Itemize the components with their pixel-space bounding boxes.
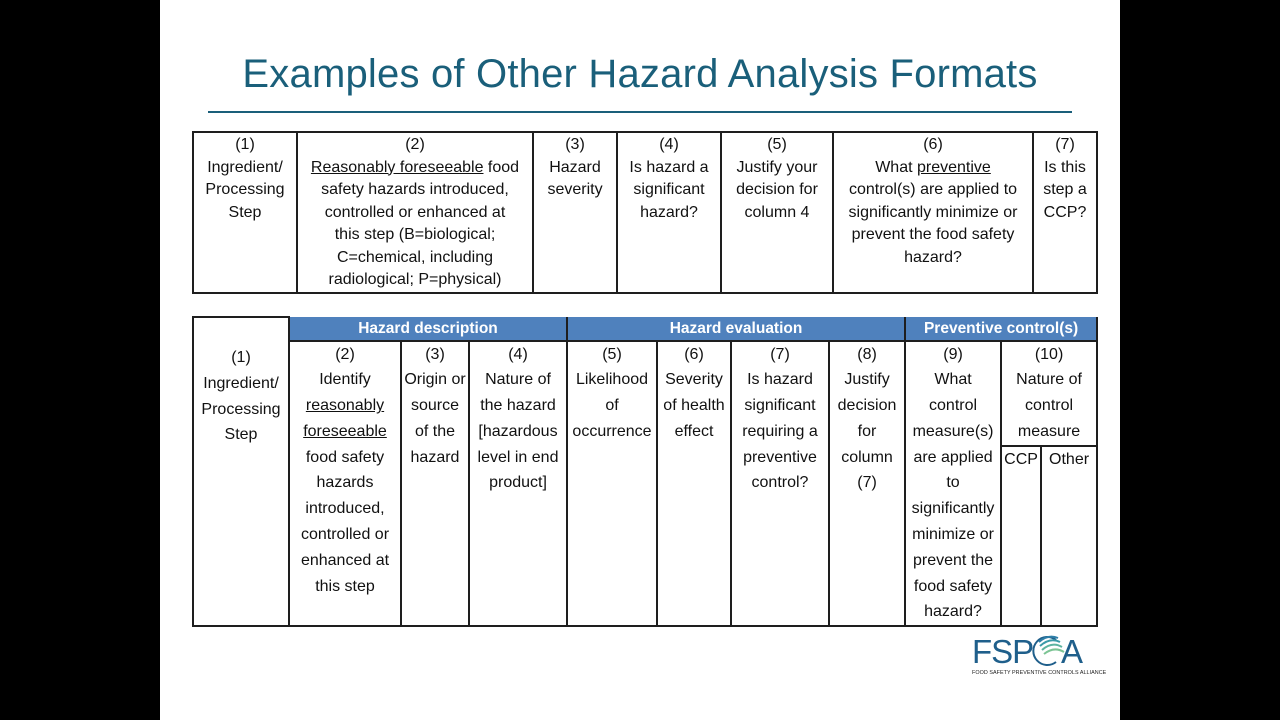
cell-line: Step: [224, 426, 258, 444]
cell-line: measure(s): [912, 422, 994, 440]
cell-line: this step: [315, 577, 375, 595]
t1-col-justify: [721, 132, 833, 293]
cell-line: CCP?: [1043, 203, 1087, 221]
cell-line: [291, 419, 399, 445]
cell-line: to: [946, 474, 960, 492]
cell-line: Origin or: [404, 371, 466, 389]
cell-line: of the: [414, 422, 456, 440]
t1-col-significant: [617, 132, 721, 293]
cell-line: controlled or enhanced at: [324, 203, 506, 221]
cell-line: food safety: [305, 448, 385, 466]
cell-line: Hazard: [549, 158, 601, 176]
cell-line: significantly minimize or: [848, 203, 1018, 221]
cell-line: Nature of: [1016, 371, 1082, 389]
cell-line: this step (B=biological;: [334, 226, 496, 243]
col-number: (1): [231, 349, 251, 366]
hazard-analysis-format-table-2: [192, 316, 1098, 627]
cell-line: Nature of: [485, 371, 551, 389]
cell-line: C=chemical, including: [336, 248, 494, 266]
cell-line: minimize or: [912, 526, 994, 544]
cell-line: occurrence: [572, 422, 652, 440]
cell-line: control?: [751, 474, 809, 492]
cell-line: enhanced at: [300, 551, 390, 569]
col-number: (3): [425, 345, 445, 363]
cell-line: hazard?: [904, 248, 962, 266]
cell-line: hazards: [316, 474, 374, 492]
cell-line: requiring a: [742, 422, 818, 440]
cell-line: prevent the food safety: [851, 226, 1015, 243]
underlined-term: reasonably: [305, 397, 385, 415]
cell-line: the hazard: [480, 397, 556, 415]
cell-line: step a: [1043, 181, 1087, 198]
cell-line: hazard?: [640, 203, 698, 221]
col-number: (4): [659, 136, 679, 153]
band-hazard-evaluation: Hazard evaluation: [567, 317, 905, 341]
t2-col-identify-hazards: [289, 341, 401, 627]
t2-col-significant: [731, 341, 829, 627]
cell-line: Ingredient/: [203, 374, 279, 392]
t2-col-justify: [829, 341, 905, 627]
t2-col-nature: [469, 341, 567, 627]
cell-line: control: [929, 397, 978, 415]
svg-text:A: A: [1061, 633, 1084, 670]
hazard-analysis-format-table-1: [192, 131, 1098, 294]
cell-line: What: [934, 371, 972, 389]
cell-line: hazard?: [924, 603, 982, 621]
cell-line: level in end: [477, 448, 559, 466]
cell-line: for: [857, 422, 877, 440]
cell-line: significantly: [911, 500, 995, 518]
cell-line: [299, 157, 531, 180]
col-number: (8): [857, 345, 877, 363]
cell-line: column: [841, 448, 893, 466]
cell-line: severity: [547, 181, 603, 198]
cell-line: decision for: [736, 181, 818, 198]
col-number: (6): [923, 136, 943, 153]
cell-line: product]: [489, 474, 547, 492]
cell-line: Is this: [1044, 158, 1086, 176]
col-number: (10): [1034, 345, 1064, 363]
cell-line: Likelihood: [575, 371, 649, 389]
cell-line: control: [1025, 397, 1074, 415]
t1-col-hazards: [297, 132, 533, 293]
cell-line: controlled or: [300, 526, 390, 544]
t2-col-origin: [401, 341, 469, 627]
cell-line: of health: [663, 397, 725, 415]
t2-subcol-other: Other: [1041, 446, 1097, 627]
cell-line: significant: [633, 181, 705, 198]
underlined-term: preventive: [916, 158, 991, 176]
cell-line: control(s) are applied to: [848, 181, 1018, 198]
t2-subcol-ccp: CCP: [1001, 446, 1041, 627]
cell-line: [hazardous: [478, 422, 558, 440]
t1-col-ingredient-step: [193, 132, 297, 293]
cell-line: Step: [228, 203, 262, 221]
cell-line: Identify: [319, 371, 371, 389]
cell-line: of: [605, 397, 619, 415]
band-hazard-description: Hazard description: [289, 317, 567, 341]
col-number: (9): [943, 345, 963, 363]
t2-col-likelihood: [567, 341, 657, 627]
fspca-wordmark-icon: [972, 632, 1092, 672]
cell-line: (7): [857, 474, 877, 492]
cell-line: column 4: [744, 203, 810, 221]
cell-line: Processing: [201, 400, 281, 418]
t2-col-severity: [657, 341, 731, 627]
cell-line: significant: [744, 397, 816, 415]
col-number: (5): [602, 345, 622, 363]
cell-line: are applied: [913, 448, 993, 466]
title-divider: [208, 111, 1072, 113]
cell-line: Is hazard a: [629, 158, 709, 176]
underlined-term: Reasonably foreseeable: [310, 158, 484, 176]
cell-line: Ingredient/: [207, 158, 283, 176]
cell-line: [835, 157, 1031, 180]
col-number: (2): [335, 345, 355, 363]
cell-line: Processing: [205, 181, 285, 198]
col-number: (2): [405, 136, 425, 153]
cell-line: decision: [837, 397, 897, 415]
t1-col-preventive-controls: [833, 132, 1033, 293]
t2-col-control-measures: [905, 341, 1001, 627]
cell-line: effect: [674, 422, 714, 440]
slide-title: Examples of Other Hazard Analysis Formats: [242, 52, 1038, 96]
cell-text: What: [875, 158, 917, 176]
band-preventive-controls: Preventive control(s): [905, 317, 1097, 341]
col-number: (1): [235, 136, 255, 153]
cell-line: hazard: [410, 448, 460, 466]
cell-line: radiological; P=physical): [328, 271, 502, 288]
t2-col-nature-of-control: [1001, 341, 1097, 446]
cell-text: food: [483, 158, 520, 176]
svg-text:FSP: FSP: [972, 633, 1034, 670]
col-number: (4): [508, 345, 528, 363]
col-number: (7): [1055, 136, 1075, 153]
cell-line: Is hazard: [747, 371, 813, 389]
col-number: (5): [767, 136, 787, 153]
cell-line: introduced,: [305, 500, 385, 518]
t1-col-severity: [533, 132, 617, 293]
cell-line: Severity: [665, 371, 723, 389]
col-number: (7): [770, 345, 790, 363]
col-number: (6): [684, 345, 704, 363]
col-number: (3): [565, 136, 585, 153]
cell-line: [291, 393, 399, 419]
underlined-term: foreseeable: [303, 422, 387, 440]
fspca-logo: [972, 632, 1107, 680]
cell-line: measure: [1017, 422, 1081, 440]
cell-line: Justify: [844, 371, 890, 389]
cell-line: food safety: [913, 577, 993, 595]
cell-line: preventive: [743, 448, 817, 466]
t1-col-ccp: [1033, 132, 1097, 293]
cell-line: prevent the: [913, 551, 994, 569]
t2-col-ingredient-step: [193, 317, 289, 626]
cell-line: Justify your: [736, 158, 818, 176]
cell-line: safety hazards introduced,: [321, 181, 509, 198]
logo-tagline: FOOD SAFETY PREVENTIVE CONTROLS ALLIANCE: [972, 670, 1107, 676]
slide: [160, 0, 1120, 720]
cell-line: source: [410, 397, 460, 415]
